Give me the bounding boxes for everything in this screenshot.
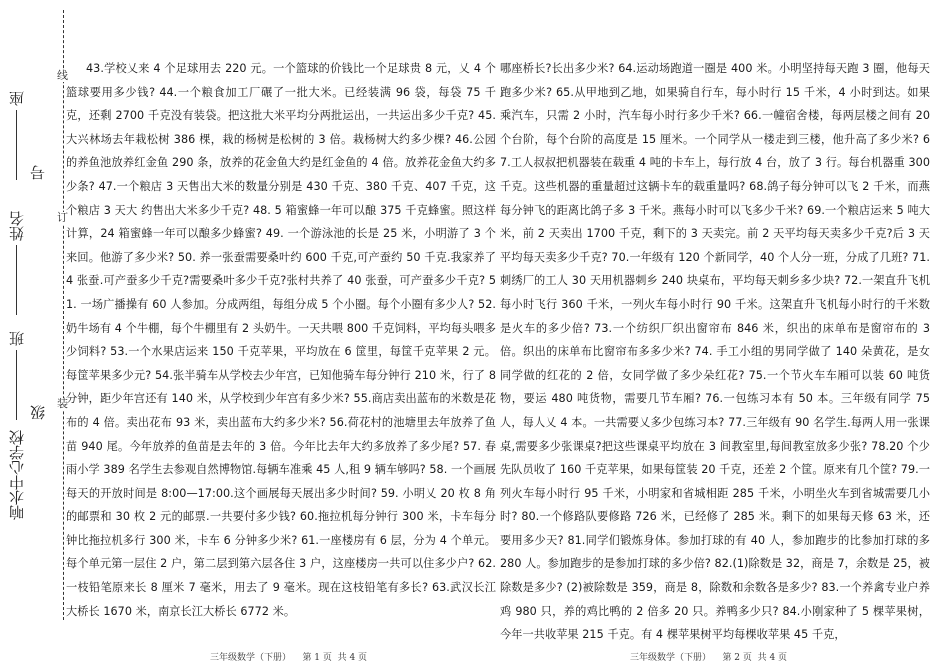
seat-number-label: 座号: [8, 91, 47, 180]
binding-mark-bind: 装: [57, 397, 68, 410]
page2-problems: 哪座桥长?长出多少米? 64.运动场跑道一圈是 400 米。小明坚持每天跑 3 圈，他每天跑多少米? 65.从甲地到乙地，如果骑自行车，每小时行 15 千米，4 小时到达。如果乘汽车，只需 2 小时，汽车每小时行多少千米? 66.一幢宿舍楼，每两层楼之间有 20 个台阶，每个台阶的高度是 15 厘米。一个同学从一楼走到三楼，他升高了多少米? 67.工人叔叔把机器装在载重 4 吨的卡车上，每行放 4 台，放了 3 行。每台机器重 300 千克。这些机器的重量超过这辆卡车的载重量吗? 68.鸽子每分钟可以飞 2 千米，而燕每分钟飞的距离比鸽子多 3 千米。燕每小时可以飞多少千米? 69.一个粮店运来 5 吨大米，前 2 天卖出 1700 千克，剩下的 3 天卖完。前 2 天平均每天卖多少千克?后 3 天平均每天卖多少千克? 70.一年级有 120 个新同学，40 个人分一班，分成了几班? 71. 刺绣厂的工人 30 天用机器刺乡 240 块桌布，平均每天刺乡多少块? 72.一架直升飞机每小时飞行 360 千米，一列火车每小时行 90 千米。这架直升飞机每小时行的千米数是火车的多少倍? 73.一个纺织厂织出窗帘布 846 米，织出的床单布是窗帘布的 3 倍。织出的床单布比窗帘布多多少米? 74. 手工小组的男同学做了 140 朵黄花，是女同学做的红花的 2 倍，女同学做了多少朵红花? 75.一个节火车车厢可以装 60 吨货物，要运 480 吨货物，需要几节车厢? 76.一包练习本有 50 本。三年级有同学 75 人，每人乂 4 本。一共需要乂多少包练习本? 77.三年级有 90 名学生.每两人用一张课桌,需要多少张课桌?把这些课桌平均放在 3 间教室里,每间教室放多少张? 78.20 个少先队员收了 160 千克苹果，如果每筐装 20 千克，还差 2 个筐。原来有几个筐? 79.一列火车每小时行 95 千米，小明家和省城相距 285 千米，小明坐火车到省城需要几小时? 80.一个修路队要修路 726 米，已经修了 285 米。剩下的如果每天修 63 米，还要用多少天? 81.同学们锻炼身体。参加打球的有 40 人，参加跑步的比参加打球的多 280 人。参加跑步的是参加打球的多少倍? 82.(1)除数是 32，商是 7，余数是 25，被除数是多少? (2)被除数是 359，商是 8，除数和余数各是多少? 83.一个养禽专业户养鸡 980 只，养的鸡比鸭的 2 倍多 20 只。养鸭多少只? 84.小刚家种了 5 棵苹果树，今年一共收苹果 215 千克。有 4 棵苹果树平均每棵收苹果 45 千克，: [500, 62, 930, 642]
binding-mark-order: 订: [57, 211, 68, 224]
class-underline: [17, 350, 18, 420]
page1-problems: 43.学校乂来 4 个足球用去 220 元。一个篮球的价钱比一个足球贵 8 元，乂 4 个篮球要用多少钱? 44.一个粮食加工厂碾了一批大米。已经装满 96 袋，每袋 75 千克，还剩 2700 千克没有装袋。把这批大米平均分两批运出，一共运出多少千克? 45.大兴林场去年栽松树 386 棵，栽的杨树是松树的 3 倍。栽杨树大约多少棵? 46.公园的养鱼池放养红金鱼 290 条，放养的花金鱼大约是红金鱼的 4 倍。放养花金鱼大约多少条? 47.一个粮店 3 天售出大米的数量分别是 430 千克、380 千克、407 千克，这个粮店 3 天大 约售出大米多少千克? 48. 5 箱蜜蜂一年可以酿 375 千克蜂蜜。照这样计算，24 箱蜜蜂一年可以酿多少蜂蜜? 49. 一个游泳池的长是 25 米，小明游了 3 个来回。他游了多少米? 50. 养一张蚕需要桑叶约 600 千克,可产蚕约 50 千克.我家养了 4 张蚕.可产蚕多少千克?需要桑叶多少千克?张村共养了 40 张蚕，可产蚕多少千克? 51. 一场广播操有 60 人参加。分成两组，每组分成 5 个小圈。每个小圈有多少人? 52. 奶牛场有 4 个牛棚，每个牛棚里有 2 头奶牛。一天共喂 800 千克饲料，平均每头喂多少饲料? 53.一个水果店运来 150 千克苹果，平均放在 6 筐里，每筐千克苹果 2 元。每筐苹果多少元? 54.张半骑车从学校去少年宫，已知他骑车每分钟行 210 米，行了 8 分钟，距少年宫还有 140 米，从学校到少年宫有多少米? 55.商店卖出蓝布的米数是花布的 4 倍。卖出花布 93 米，卖出蓝布大约多少米? 56.荷花村的池塘里去年放养了鱼苗 940 尾。今年放养的鱼苗是去年的 3 倍。今年比去年大约多放养了多少尾? 57. 春雨小学 389 名学生去参观自然博物馆.每辆车准乘 45 人,租 9 辆车够吗? 58. 一个画展每天的开放时间是 8:00—17:00.这个画展每天展出多少时间? 59. 小明乂 20 枚 8 角的邮票和 30 枚 2 元的邮票.一共要付多少钱? 60.拖拉机每分钟行 300 米，卡车每分钟比拖拉机多行 300 米，卡车 6 分钟多少米? 61.一座楼房有 6 层，分为 4 个单元。每个单元第一层住 2 户，第二层到第六层各住 3 户，这座楼房一共可以住多少户? 62.一枝铅笔原来长 8 厘米 7 毫米，用去了 9 毫米。现在这枝铅笔有多长? 63.武汉长江大桥长 1670 米，南京长江大桥长 6772 米。: [66, 62, 496, 618]
page1-footer: 三年级数学（下册） 第 1 页 共 4 页: [210, 653, 368, 663]
page2-footer: 三年级数学（下册） 第 2 页 共 4 页: [630, 653, 788, 663]
binding-dashed-line: [63, 10, 64, 620]
class-label: 班级: [8, 331, 47, 420]
seat-number-underline: [17, 110, 18, 180]
name-label: 姓名: [6, 210, 62, 315]
school-name: 响水中心学校: [8, 430, 26, 520]
name-underline: [17, 245, 18, 315]
binding-mark-line: 线: [57, 69, 68, 82]
